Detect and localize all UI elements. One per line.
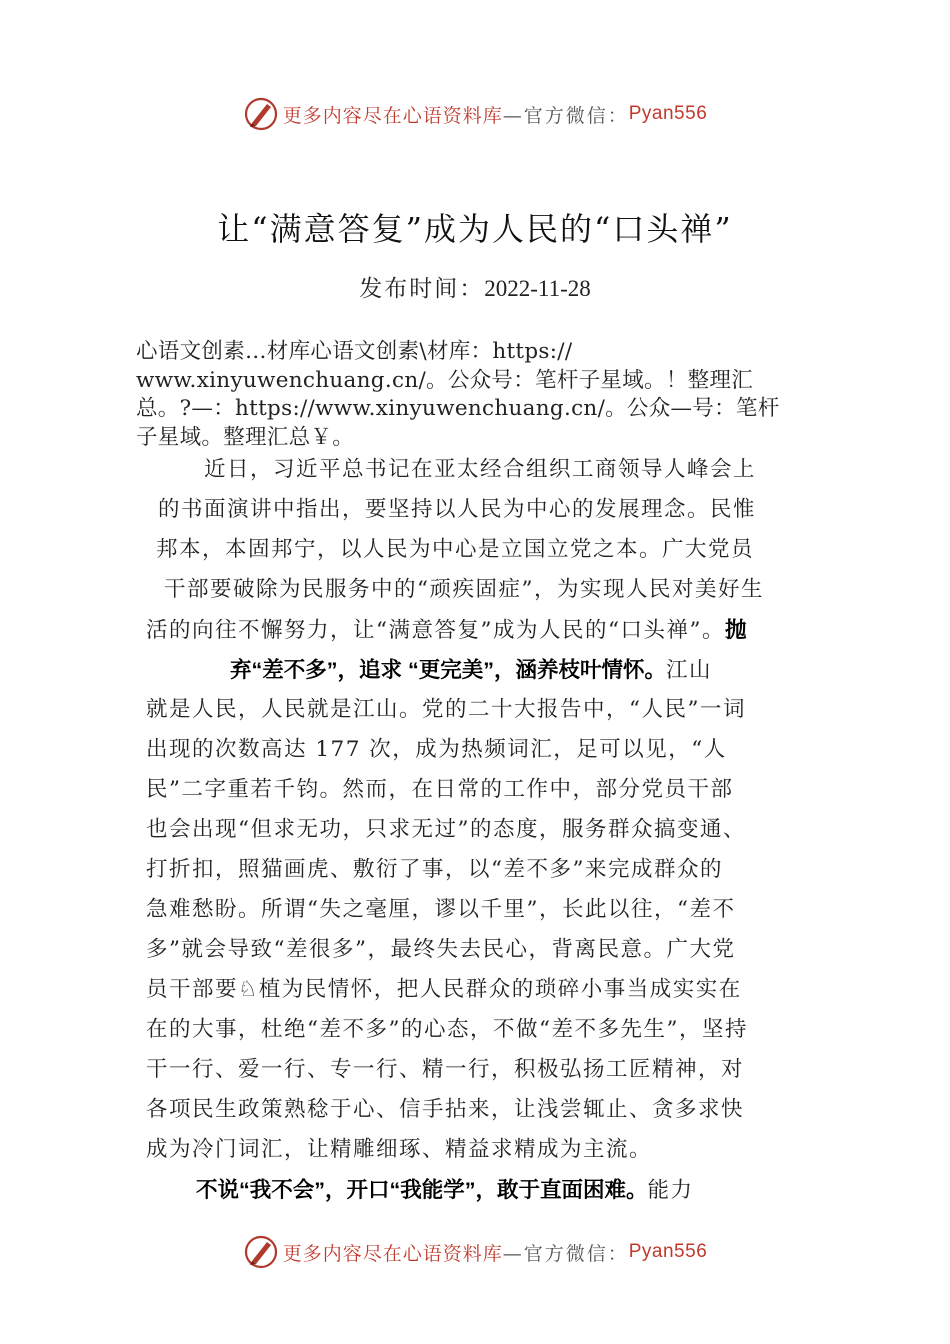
publish-date-value: 2022-11-28 xyxy=(484,276,591,301)
body-line: 员干部要♘植为民情怀，把人民群众的琐碎小事当成实实在 xyxy=(146,977,742,1002)
footer-banner xyxy=(0,1234,950,1270)
source-note xyxy=(136,338,836,452)
section-heading-2: 不说“我不会”，开口“我能学”，敢于直面困难。 xyxy=(196,1178,648,1202)
banner-wechat-id: Pyan556 xyxy=(628,103,708,124)
source-note-line: www.xinyuwenchuang.cn/。公众号：笔杆子星域。！整理汇 xyxy=(136,367,754,393)
publish-date-label: 发布时间： xyxy=(359,276,485,302)
body-line: 干一行、爱一行、专一行、精一行，积极弘扬工匠精神，对 xyxy=(146,1057,745,1082)
body-line xyxy=(230,650,712,690)
body-line: 多”就会导致“差很多”，最终失去民心，背离民意。广大党 xyxy=(146,937,736,962)
banner-library-text: 更多内容尽在心语资料库 xyxy=(282,1242,503,1265)
body-line: 在的大事，杜绝“差不多”的心态，不做“差不多先生”，坚持 xyxy=(146,1017,748,1042)
banner-wechat-id: Pyan556 xyxy=(628,1241,708,1262)
body-line: 各项民生政策熟稔于心、信手拈来，让浅尝辄止、贪多求快 xyxy=(146,1097,745,1122)
body-line: 成为冷门词汇，让精雕细琢、精益求精成为主流。 xyxy=(146,1137,653,1162)
body-line: 急难愁盼。所谓“失之毫厘，谬以千里”，长此以往，“差不 xyxy=(146,897,736,922)
body-line: 也会出现“但求无功，只求无过”的态度，服务群众搞变通、 xyxy=(146,817,746,842)
body-line: 民”二字重若千钧。然而，在日常的工作中，部分党员干部 xyxy=(146,777,734,802)
publish-date xyxy=(0,270,950,303)
body-line: 近日，习近平总书记在亚太经合组织工商领导人峰会上 xyxy=(204,457,757,482)
body-line: 就是人民，人民就是江山。党的二十大报告中，“人民”一词 xyxy=(146,697,746,722)
page-title: 让“满意答复”成为人民的“口头禅” xyxy=(217,210,733,248)
pen-logo-icon xyxy=(243,96,279,132)
body-line: 打折扣，照猫画虎、敷衍了事，以“差不多”来完成群众的 xyxy=(146,857,723,882)
body-text: 活的向往不懈努力，让“满意答复”成为人民的“口头禅”。 xyxy=(146,618,725,643)
body-text: 江山 xyxy=(665,658,712,683)
source-note-line: 子星域。整理汇总￥。 xyxy=(136,424,355,450)
body-line: 邦本，本固邦宁，以人民为中心是立国立党之本。广大党员 xyxy=(156,537,755,562)
body-line: 出现的次数高达 177 次，成为热频词汇，足可以见，“人 xyxy=(146,737,727,762)
header-banner xyxy=(0,96,950,132)
body-line: 的书面演讲中指出，要坚持以人民为中心的发展理念。民惟 xyxy=(158,497,757,522)
section-heading-1-start: 抛 xyxy=(724,618,747,642)
banner-wechat-label: —官方微信： xyxy=(502,104,629,127)
body-line xyxy=(196,1170,694,1210)
body-line: 干部要破除为民服务中的“顽疾固症”，为实现人民对美好生 xyxy=(164,577,764,602)
body-text: 能力 xyxy=(647,1178,694,1203)
source-note-line: 总。?—：https://www.xinyuwenchuang.cn/。公众—号：笔杆 xyxy=(136,396,780,421)
source-note-line: 心语文创素…材库心语文创素\材库：https:// xyxy=(136,339,573,364)
pen-logo-icon xyxy=(243,1234,279,1270)
section-heading-1: 弃“差不多”，追求 “更完美”，涵养枝叶情怀。 xyxy=(230,658,666,682)
banner-wechat-label: —官方微信： xyxy=(502,1242,629,1265)
banner-library-text: 更多内容尽在心语资料库 xyxy=(282,104,503,127)
body-line xyxy=(146,610,746,650)
